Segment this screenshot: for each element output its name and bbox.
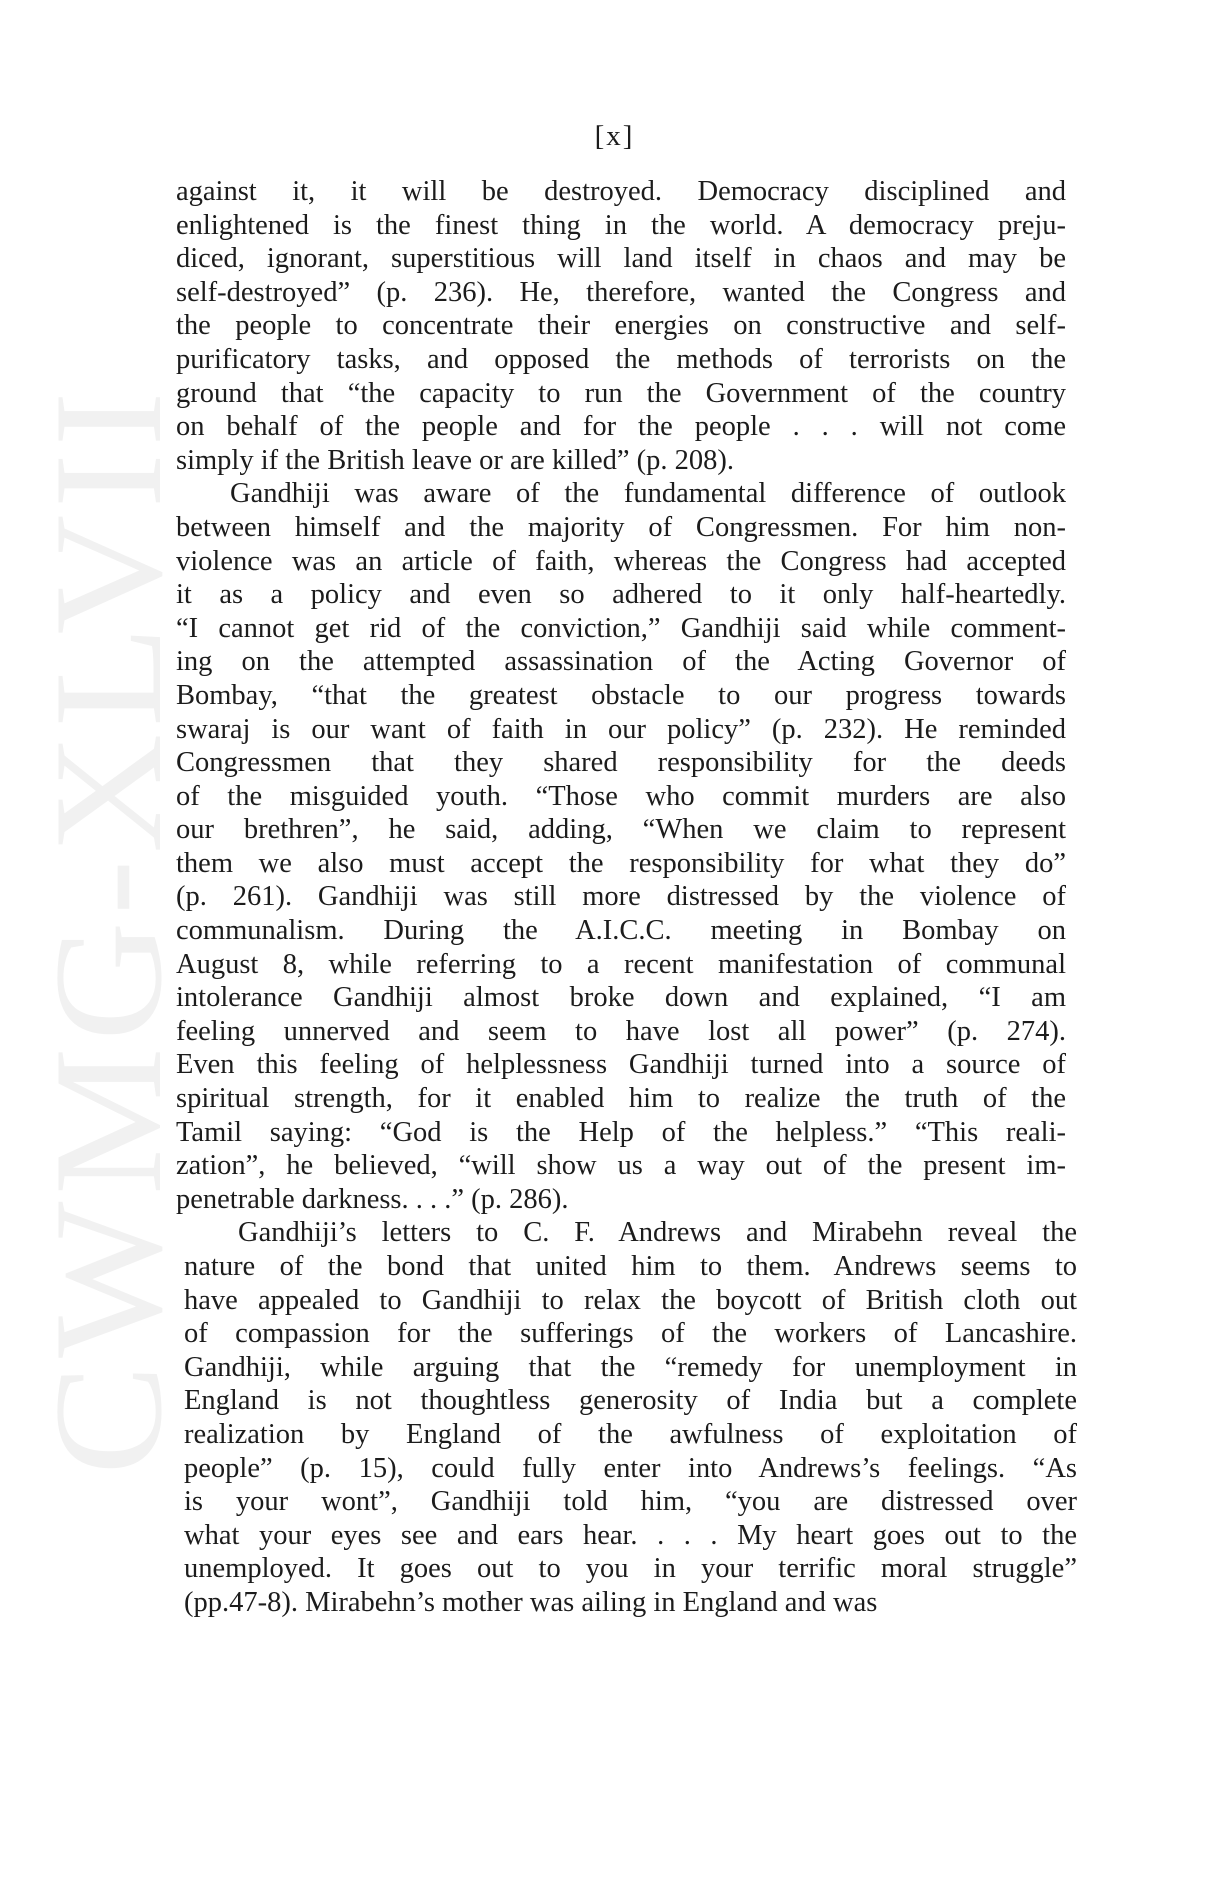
text-line: of compassion for the sufferings of the workers of Lancashire. bbox=[184, 1318, 1077, 1350]
text-line: of the misguided youth. “Those who commit murders are also bbox=[176, 780, 1066, 812]
text-line: simply if the British leave or are killed” (p. 208). bbox=[176, 444, 734, 476]
text-line: intolerance Gandhiji almost broke down and explained, “I am bbox=[176, 982, 1066, 1014]
text-line: ing on the attempted assassination of the Acting Governor of bbox=[176, 646, 1066, 678]
text-line: it as a policy and even so adhered to it only half-heartedly. bbox=[176, 579, 1066, 611]
text-line: self-destroyed” (p. 236). He, therefore, wanted the Congress and bbox=[176, 276, 1066, 308]
text-line: the people to concentrate their energies on constructive and self- bbox=[176, 310, 1066, 342]
text-line: zation”, he believed, “will show us a way out of the present im- bbox=[176, 1150, 1066, 1182]
text-line: unemployed. It goes out to you in your terrific moral struggle” bbox=[184, 1553, 1077, 1585]
text-line: Gandhiji, while arguing that the “remedy for unemployment in bbox=[184, 1351, 1077, 1383]
text-line: what your eyes see and ears hear. . . . My heart goes out to the bbox=[184, 1519, 1077, 1551]
page-number: [x] bbox=[594, 120, 635, 152]
text-line: purificatory tasks, and opposed the methods of terrorists on the bbox=[176, 343, 1066, 375]
text-line: (p. 261). Gandhiji was still more distressed by the violence of bbox=[176, 881, 1066, 913]
text-line: Tamil saying: “God is the Help of the helpless.” “This reali- bbox=[176, 1116, 1066, 1148]
text-line: is your wont”, Gandhiji told him, “you are distressed over bbox=[184, 1486, 1077, 1518]
text-line: ground that “the capacity to run the Government of the country bbox=[176, 377, 1066, 409]
text-line: have appealed to Gandhiji to relax the boycott of British cloth out bbox=[184, 1284, 1077, 1316]
text-line: people” (p. 15), could fully enter into Andrews’s feelings. “As bbox=[184, 1452, 1077, 1484]
text-line: swaraj is our want of faith in our policy” (p. 232). He reminded bbox=[176, 713, 1066, 745]
text-line: feeling unnerved and seem to have lost all power” (p. 274). bbox=[176, 1015, 1066, 1047]
text-line: them we also must accept the responsibility for what they do” bbox=[176, 847, 1066, 879]
text-line: between himself and the majority of Congressmen. For him non- bbox=[176, 511, 1066, 543]
body-text bbox=[176, 175, 1077, 1620]
text-line: spiritual strength, for it enabled him to realize the truth of the bbox=[176, 1083, 1066, 1115]
text-line: penetrable darkness. . . .” (p. 286). bbox=[176, 1183, 569, 1215]
text-line: enlightened is the finest thing in the world. A democracy preju- bbox=[176, 209, 1066, 241]
text-line: “I cannot get rid of the conviction,” Gandhiji said while comment- bbox=[176, 612, 1066, 644]
text-line: communalism. During the A.I.C.C. meeting in Bombay on bbox=[176, 915, 1066, 947]
paragraph-2 bbox=[176, 477, 1066, 1216]
text-line: (pp.47-8). Mirabehn’s mother was ailing in England and was bbox=[184, 1586, 878, 1618]
text-line: our brethren”, he said, adding, “When we claim to represent bbox=[176, 814, 1066, 846]
paragraph-3 bbox=[184, 1216, 1077, 1619]
text-line: Congressmen that they shared responsibility for the deeds bbox=[176, 747, 1066, 779]
watermark-text: CWMG-XLVII bbox=[22, 456, 194, 1475]
text-line: violence was an article of faith, whereas the Congress had accepted bbox=[176, 545, 1066, 577]
text-line: Bombay, “that the greatest obstacle to our progress towards bbox=[176, 679, 1066, 711]
text-line: against it, it will be destroyed. Democracy disciplined and bbox=[176, 176, 1066, 207]
text-line: diced, ignorant, superstitious will land itself in chaos and may be bbox=[176, 243, 1066, 275]
text-line: on behalf of the people and for the people . . . will not come bbox=[176, 411, 1066, 443]
text-line: England is not thoughtless generosity of India but a complete bbox=[184, 1385, 1077, 1417]
text-line: Gandhiji was aware of the fundamental difference of outlook bbox=[230, 478, 1066, 510]
text-line: Even this feeling of helplessness Gandhiji turned into a source of bbox=[176, 1049, 1066, 1081]
text-line: August 8, while referring to a recent manifestation of communal bbox=[176, 948, 1066, 980]
paragraph-1 bbox=[176, 175, 1066, 477]
text-line: Gandhiji’s letters to C. F. Andrews and Mirabehn reveal the bbox=[238, 1217, 1077, 1249]
text-line: nature of the bond that united him to them. Andrews seems to bbox=[184, 1251, 1077, 1282]
text-line: realization by England of the awfulness of exploitation of bbox=[184, 1418, 1077, 1450]
